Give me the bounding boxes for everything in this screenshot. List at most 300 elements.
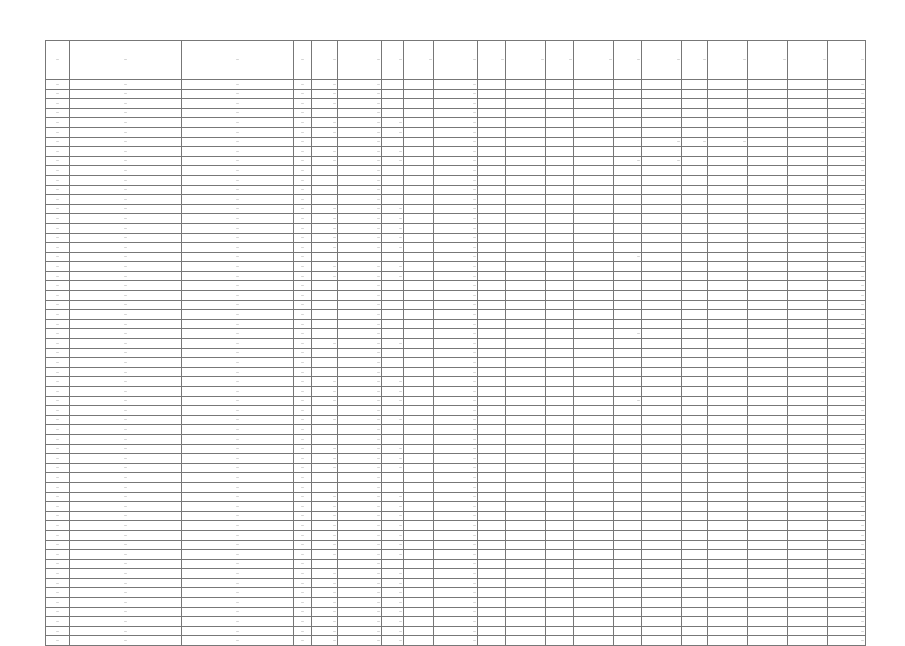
cell-v8 bbox=[546, 598, 574, 608]
cell-v14 bbox=[748, 281, 788, 291]
cell-v9 bbox=[574, 387, 614, 397]
cell-v1 bbox=[312, 108, 338, 118]
cell-v7 bbox=[506, 175, 546, 185]
cell-v13 bbox=[708, 626, 748, 636]
cell-v1: — bbox=[312, 444, 338, 454]
cell-v10 bbox=[614, 291, 642, 301]
cell-year: — bbox=[294, 358, 312, 368]
cell-v5: — bbox=[434, 262, 478, 272]
cell-total: — bbox=[828, 377, 866, 387]
cell-doc: — bbox=[182, 473, 294, 483]
cell-name: — bbox=[70, 521, 182, 531]
cell-v1: — bbox=[312, 492, 338, 502]
cell-v1 bbox=[312, 473, 338, 483]
cell-v6 bbox=[478, 406, 506, 416]
cell-v5: — bbox=[434, 454, 478, 464]
cell-v10 bbox=[614, 99, 642, 109]
cell-doc: — bbox=[182, 598, 294, 608]
cell-v5: — bbox=[434, 492, 478, 502]
cell-v2: — bbox=[338, 588, 382, 598]
cell-v9 bbox=[574, 137, 614, 147]
cell-v8 bbox=[546, 127, 574, 137]
cell-v2: — bbox=[338, 626, 382, 636]
cell-v6 bbox=[478, 339, 506, 349]
table-row bbox=[46, 185, 866, 195]
cell-v4 bbox=[404, 406, 434, 416]
cell-total: — bbox=[828, 425, 866, 435]
cell-name: — bbox=[70, 559, 182, 569]
cell-v14 bbox=[748, 406, 788, 416]
cell-v11 bbox=[642, 80, 682, 90]
cell-v15 bbox=[788, 108, 828, 118]
cell-year: — bbox=[294, 607, 312, 617]
cell-v11 bbox=[642, 195, 682, 205]
cell-total: — bbox=[828, 204, 866, 214]
table-row bbox=[46, 377, 866, 387]
cell-v1: — bbox=[312, 387, 338, 397]
cell-doc: — bbox=[182, 358, 294, 368]
cell-v15 bbox=[788, 137, 828, 147]
cell-v11 bbox=[642, 463, 682, 473]
cell-v11 bbox=[642, 636, 682, 646]
cell-v13 bbox=[708, 406, 748, 416]
cell-v14 bbox=[748, 185, 788, 195]
cell-name: — bbox=[70, 396, 182, 406]
cell-doc: — bbox=[182, 339, 294, 349]
cell-v12 bbox=[682, 502, 708, 512]
cell-num: — bbox=[46, 185, 70, 195]
table-row bbox=[46, 569, 866, 579]
cell-v9 bbox=[574, 367, 614, 377]
cell-v8 bbox=[546, 434, 574, 444]
cell-v5: — bbox=[434, 482, 478, 492]
cell-num: — bbox=[46, 291, 70, 301]
cell-v11 bbox=[642, 214, 682, 224]
cell-v1 bbox=[312, 175, 338, 185]
cell-v1 bbox=[312, 291, 338, 301]
cell-num: — bbox=[46, 319, 70, 329]
cell-v10 bbox=[614, 559, 642, 569]
cell-v12 bbox=[682, 434, 708, 444]
cell-v13 bbox=[708, 80, 748, 90]
cell-v12 bbox=[682, 463, 708, 473]
cell-v7 bbox=[506, 99, 546, 109]
cell-v1 bbox=[312, 406, 338, 416]
cell-v12 bbox=[682, 617, 708, 627]
cell-v14 bbox=[748, 329, 788, 339]
cell-v3 bbox=[382, 310, 404, 320]
cell-v9 bbox=[574, 454, 614, 464]
cell-v6 bbox=[478, 636, 506, 646]
cell-v5: — bbox=[434, 348, 478, 358]
cell-v12 bbox=[682, 204, 708, 214]
cell-name: — bbox=[70, 137, 182, 147]
cell-v5: — bbox=[434, 185, 478, 195]
cell-name: — bbox=[70, 444, 182, 454]
cell-v15 bbox=[788, 502, 828, 512]
cell-num: — bbox=[46, 492, 70, 502]
cell-v5: — bbox=[434, 127, 478, 137]
cell-v11 bbox=[642, 204, 682, 214]
cell-v4 bbox=[404, 367, 434, 377]
cell-v4 bbox=[404, 434, 434, 444]
cell-v12 bbox=[682, 473, 708, 483]
cell-v6 bbox=[478, 540, 506, 550]
cell-v13 bbox=[708, 502, 748, 512]
cell-v2: — bbox=[338, 166, 382, 176]
cell-v11 bbox=[642, 511, 682, 521]
cell-v6 bbox=[478, 156, 506, 166]
cell-v8: — bbox=[546, 41, 574, 80]
cell-doc: — bbox=[182, 617, 294, 627]
cell-year: — bbox=[294, 377, 312, 387]
cell-v10: — bbox=[614, 41, 642, 80]
cell-v14 bbox=[748, 99, 788, 109]
cell-v4 bbox=[404, 588, 434, 598]
cell-name: — bbox=[70, 166, 182, 176]
cell-name: — bbox=[70, 473, 182, 483]
cell-total: — bbox=[828, 319, 866, 329]
cell-v11 bbox=[642, 550, 682, 560]
cell-v2: — bbox=[338, 636, 382, 646]
cell-v3 bbox=[382, 281, 404, 291]
cell-v5: — bbox=[434, 147, 478, 157]
cell-v9 bbox=[574, 425, 614, 435]
cell-v11 bbox=[642, 396, 682, 406]
cell-v1: — bbox=[312, 415, 338, 425]
cell-v15 bbox=[788, 300, 828, 310]
cell-v12 bbox=[682, 147, 708, 157]
cell-v10 bbox=[614, 617, 642, 627]
cell-v13 bbox=[708, 588, 748, 598]
cell-v10 bbox=[614, 502, 642, 512]
cell-v11 bbox=[642, 358, 682, 368]
cell-v5: — bbox=[434, 463, 478, 473]
cell-num: — bbox=[46, 252, 70, 262]
cell-v1: — bbox=[312, 396, 338, 406]
cell-v15 bbox=[788, 444, 828, 454]
cell-v5: — bbox=[434, 281, 478, 291]
cell-v5: — bbox=[434, 473, 478, 483]
cell-v7 bbox=[506, 406, 546, 416]
cell-v5: — bbox=[434, 540, 478, 550]
cell-v7 bbox=[506, 223, 546, 233]
cell-v5: — bbox=[434, 502, 478, 512]
cell-total: — bbox=[828, 521, 866, 531]
cell-name: — bbox=[70, 511, 182, 521]
cell-year: — bbox=[294, 406, 312, 416]
cell-name: — bbox=[70, 348, 182, 358]
cell-v9 bbox=[574, 492, 614, 502]
cell-v6 bbox=[478, 559, 506, 569]
cell-v12 bbox=[682, 367, 708, 377]
cell-v15: — bbox=[788, 41, 828, 80]
cell-v7 bbox=[506, 511, 546, 521]
cell-v15 bbox=[788, 80, 828, 90]
cell-v14 bbox=[748, 559, 788, 569]
cell-num: — bbox=[46, 271, 70, 281]
cell-v13 bbox=[708, 473, 748, 483]
cell-v1: — bbox=[312, 578, 338, 588]
cell-doc: — bbox=[182, 415, 294, 425]
cell-v9 bbox=[574, 300, 614, 310]
cell-v12 bbox=[682, 578, 708, 588]
cell-v15 bbox=[788, 387, 828, 397]
cell-v10 bbox=[614, 454, 642, 464]
cell-num: — bbox=[46, 156, 70, 166]
cell-year: — bbox=[294, 578, 312, 588]
cell-v6 bbox=[478, 271, 506, 281]
cell-year: — bbox=[294, 214, 312, 224]
cell-name: — bbox=[70, 636, 182, 646]
cell-v1: — bbox=[312, 118, 338, 128]
cell-v5: — bbox=[434, 175, 478, 185]
cell-v3 bbox=[382, 291, 404, 301]
cell-v3: — bbox=[382, 511, 404, 521]
cell-v14 bbox=[748, 425, 788, 435]
cell-v14 bbox=[748, 243, 788, 253]
cell-v12 bbox=[682, 521, 708, 531]
cell-v1 bbox=[312, 434, 338, 444]
cell-total: — bbox=[828, 89, 866, 99]
cell-v5: — bbox=[434, 300, 478, 310]
cell-v13 bbox=[708, 444, 748, 454]
cell-v10 bbox=[614, 147, 642, 157]
cell-v13 bbox=[708, 339, 748, 349]
cell-v15 bbox=[788, 118, 828, 128]
cell-v14 bbox=[748, 223, 788, 233]
cell-v13 bbox=[708, 233, 748, 243]
cell-year: — bbox=[294, 473, 312, 483]
cell-v14 bbox=[748, 511, 788, 521]
cell-total: — bbox=[828, 511, 866, 521]
cell-v6 bbox=[478, 358, 506, 368]
cell-v7 bbox=[506, 617, 546, 627]
cell-doc: — bbox=[182, 291, 294, 301]
cell-v11 bbox=[642, 559, 682, 569]
cell-year: — bbox=[294, 348, 312, 358]
cell-v15 bbox=[788, 530, 828, 540]
cell-v13 bbox=[708, 578, 748, 588]
cell-v1 bbox=[312, 348, 338, 358]
cell-v8 bbox=[546, 444, 574, 454]
cell-v15 bbox=[788, 425, 828, 435]
cell-v12 bbox=[682, 626, 708, 636]
cell-v15 bbox=[788, 99, 828, 109]
cell-v12 bbox=[682, 550, 708, 560]
cell-v8 bbox=[546, 492, 574, 502]
cell-v1: — bbox=[312, 204, 338, 214]
table-row bbox=[46, 425, 866, 435]
cell-v5: — bbox=[434, 166, 478, 176]
cell-v5: — bbox=[434, 569, 478, 579]
cell-v8 bbox=[546, 166, 574, 176]
cell-doc: — bbox=[182, 329, 294, 339]
cell-doc: — bbox=[182, 530, 294, 540]
cell-v4 bbox=[404, 598, 434, 608]
cell-v2: — bbox=[338, 223, 382, 233]
cell-v13 bbox=[708, 550, 748, 560]
cell-v1: — bbox=[312, 243, 338, 253]
cell-v4 bbox=[404, 319, 434, 329]
cell-v15 bbox=[788, 339, 828, 349]
cell-name: — bbox=[70, 262, 182, 272]
cell-total: — bbox=[828, 252, 866, 262]
cell-year: — bbox=[294, 444, 312, 454]
cell-doc: — bbox=[182, 569, 294, 579]
cell-v6 bbox=[478, 127, 506, 137]
cell-num: — bbox=[46, 89, 70, 99]
cell-total: — bbox=[828, 492, 866, 502]
cell-v14 bbox=[748, 108, 788, 118]
cell-total: — bbox=[828, 434, 866, 444]
cell-v10 bbox=[614, 367, 642, 377]
cell-v3 bbox=[382, 348, 404, 358]
cell-v10 bbox=[614, 588, 642, 598]
cell-v15 bbox=[788, 348, 828, 358]
cell-v7 bbox=[506, 348, 546, 358]
cell-v2: — bbox=[338, 262, 382, 272]
cell-v15 bbox=[788, 89, 828, 99]
cell-v4 bbox=[404, 387, 434, 397]
cell-v8 bbox=[546, 377, 574, 387]
cell-name: — bbox=[70, 387, 182, 397]
cell-v6 bbox=[478, 243, 506, 253]
cell-v9 bbox=[574, 530, 614, 540]
cell-v3 bbox=[382, 482, 404, 492]
cell-total: — bbox=[828, 482, 866, 492]
cell-num: — bbox=[46, 147, 70, 157]
cell-v1 bbox=[312, 319, 338, 329]
cell-year: — bbox=[294, 156, 312, 166]
cell-v8 bbox=[546, 339, 574, 349]
cell-v1: — bbox=[312, 521, 338, 531]
cell-v1: — bbox=[312, 511, 338, 521]
cell-year: — bbox=[294, 502, 312, 512]
cell-v5: — bbox=[434, 406, 478, 416]
cell-name: — bbox=[70, 588, 182, 598]
cell-v8 bbox=[546, 195, 574, 205]
cell-v12 bbox=[682, 636, 708, 646]
cell-v15 bbox=[788, 473, 828, 483]
cell-v5: — bbox=[434, 156, 478, 166]
cell-v3: — bbox=[382, 569, 404, 579]
cell-num: — bbox=[46, 137, 70, 147]
cell-v14 bbox=[748, 463, 788, 473]
cell-num: — bbox=[46, 118, 70, 128]
cell-name: — bbox=[70, 310, 182, 320]
cell-doc: — bbox=[182, 367, 294, 377]
cell-total: — bbox=[828, 166, 866, 176]
table-row bbox=[46, 175, 866, 185]
cell-v15 bbox=[788, 492, 828, 502]
cell-v3: — bbox=[382, 223, 404, 233]
cell-v2: — bbox=[338, 463, 382, 473]
cell-total: — bbox=[828, 300, 866, 310]
cell-v11 bbox=[642, 223, 682, 233]
cell-v14 bbox=[748, 310, 788, 320]
cell-v1 bbox=[312, 137, 338, 147]
cell-v11: — bbox=[642, 41, 682, 80]
cell-name: — bbox=[70, 492, 182, 502]
cell-v6 bbox=[478, 473, 506, 483]
table-row bbox=[46, 271, 866, 281]
cell-v9 bbox=[574, 502, 614, 512]
table-row bbox=[46, 358, 866, 368]
cell-v3: — bbox=[382, 492, 404, 502]
cell-v12 bbox=[682, 396, 708, 406]
cell-v6 bbox=[478, 204, 506, 214]
cell-v4 bbox=[404, 195, 434, 205]
cell-v3: — bbox=[382, 626, 404, 636]
cell-v2: — bbox=[338, 127, 382, 137]
table-row bbox=[46, 530, 866, 540]
cell-v4 bbox=[404, 415, 434, 425]
cell-v15 bbox=[788, 598, 828, 608]
cell-v14 bbox=[748, 252, 788, 262]
cell-total: — bbox=[828, 223, 866, 233]
cell-v2: — bbox=[338, 310, 382, 320]
cell-v4 bbox=[404, 396, 434, 406]
cell-doc: — bbox=[182, 300, 294, 310]
cell-v6 bbox=[478, 569, 506, 579]
cell-v3: — bbox=[382, 233, 404, 243]
cell-total: — bbox=[828, 598, 866, 608]
cell-total: — bbox=[828, 473, 866, 483]
cell-v13 bbox=[708, 300, 748, 310]
cell-num: — bbox=[46, 204, 70, 214]
cell-v6 bbox=[478, 99, 506, 109]
cell-v13 bbox=[708, 252, 748, 262]
cell-num: — bbox=[46, 415, 70, 425]
cell-v10 bbox=[614, 223, 642, 233]
cell-v8 bbox=[546, 636, 574, 646]
cell-v9 bbox=[574, 617, 614, 627]
cell-v10 bbox=[614, 473, 642, 483]
cell-year: — bbox=[294, 281, 312, 291]
cell-v12 bbox=[682, 271, 708, 281]
table-row bbox=[46, 636, 866, 646]
cell-v14 bbox=[748, 377, 788, 387]
cell-v13 bbox=[708, 329, 748, 339]
cell-v2: — bbox=[338, 195, 382, 205]
cell-v14 bbox=[748, 262, 788, 272]
cell-doc: — bbox=[182, 185, 294, 195]
table-row bbox=[46, 626, 866, 636]
cell-doc: — bbox=[182, 127, 294, 137]
cell-v4 bbox=[404, 444, 434, 454]
cell-v6 bbox=[478, 396, 506, 406]
cell-v5: — bbox=[434, 636, 478, 646]
cell-v6 bbox=[478, 598, 506, 608]
cell-v11 bbox=[642, 89, 682, 99]
cell-v8 bbox=[546, 319, 574, 329]
cell-v7 bbox=[506, 127, 546, 137]
cell-v6 bbox=[478, 502, 506, 512]
cell-v15 bbox=[788, 185, 828, 195]
cell-v8 bbox=[546, 578, 574, 588]
cell-v2: — bbox=[338, 243, 382, 253]
cell-v12 bbox=[682, 511, 708, 521]
cell-v8 bbox=[546, 607, 574, 617]
cell-v5: — bbox=[434, 223, 478, 233]
cell-v13: — bbox=[708, 41, 748, 80]
cell-v9 bbox=[574, 636, 614, 646]
cell-v11 bbox=[642, 540, 682, 550]
cell-year: — bbox=[294, 319, 312, 329]
cell-v3 bbox=[382, 406, 404, 416]
cell-v7 bbox=[506, 339, 546, 349]
